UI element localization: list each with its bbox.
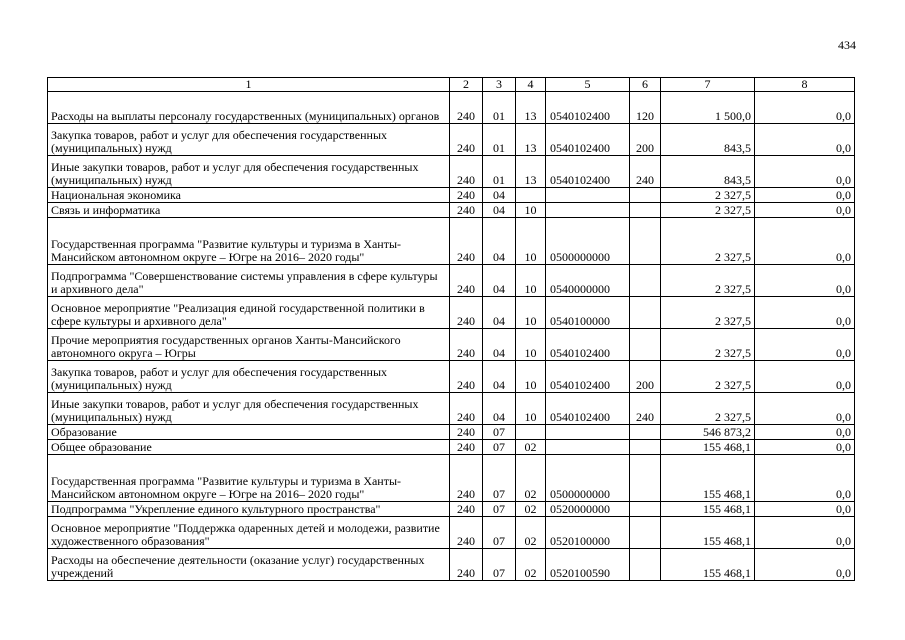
- cell-col7: 155 468,1: [661, 440, 755, 455]
- cell-col3: 04: [483, 218, 516, 265]
- cell-col7: 2 327,5: [661, 297, 755, 329]
- cell-col5: 0540100000: [546, 297, 630, 329]
- table-row: [48, 265, 855, 297]
- cell-col4: 10: [516, 265, 546, 297]
- cell-name: Связь и информатика: [48, 203, 450, 218]
- table-row: [48, 92, 855, 124]
- cell-col7: 155 468,1: [661, 517, 755, 549]
- cell-col2: 240: [450, 502, 483, 517]
- cell-col5: 0540102400: [546, 156, 630, 188]
- table-row: [48, 502, 855, 517]
- cell-col7: 2 327,5: [661, 188, 755, 203]
- header-cell: 3: [483, 78, 516, 92]
- cell-col2: 240: [450, 203, 483, 218]
- cell-col4: [516, 188, 546, 203]
- header-cell: 2: [450, 78, 483, 92]
- cell-col4: 13: [516, 124, 546, 156]
- cell-col6: [630, 425, 661, 440]
- cell-col4: 13: [516, 92, 546, 124]
- cell-col5: 0540102400: [546, 329, 630, 361]
- cell-col4: 02: [516, 502, 546, 517]
- cell-name: Основное мероприятие "Поддержка одаренных детей и молодежи, развитие художественного образования": [48, 517, 450, 549]
- cell-col7: 2 327,5: [661, 361, 755, 393]
- cell-col8: 0,0: [755, 297, 855, 329]
- cell-col3: 07: [483, 517, 516, 549]
- cell-col6: 240: [630, 393, 661, 425]
- cell-col5: [546, 440, 630, 455]
- table-row: [48, 188, 855, 203]
- cell-name: Расходы на обеспечение деятельности (оказание услуг) государственных учреждений: [48, 549, 450, 581]
- cell-col5: 0540102400: [546, 393, 630, 425]
- cell-col6: 240: [630, 156, 661, 188]
- header-cell: 8: [755, 78, 855, 92]
- cell-col2: 240: [450, 124, 483, 156]
- cell-col8: 0,0: [755, 425, 855, 440]
- cell-col2: 240: [450, 156, 483, 188]
- cell-col3: 04: [483, 393, 516, 425]
- budget-table: [47, 77, 855, 581]
- table-row: [48, 455, 855, 502]
- cell-col2: 240: [450, 517, 483, 549]
- cell-col3: 01: [483, 156, 516, 188]
- cell-col8: 0,0: [755, 549, 855, 581]
- cell-name: Подпрограмма "Укрепление единого культурного пространства": [48, 502, 450, 517]
- table-row: [48, 393, 855, 425]
- cell-col4: [516, 425, 546, 440]
- cell-col3: 01: [483, 92, 516, 124]
- cell-col6: [630, 440, 661, 455]
- cell-col6: [630, 297, 661, 329]
- cell-col7: 155 468,1: [661, 455, 755, 502]
- cell-name: Основное мероприятие "Реализация единой государственной политики в сфере культуры и архивного дела": [48, 297, 450, 329]
- table-row: [48, 218, 855, 265]
- cell-col3: 07: [483, 440, 516, 455]
- cell-col2: 240: [450, 92, 483, 124]
- table-header-row: [48, 78, 855, 92]
- cell-col5: 0540102400: [546, 124, 630, 156]
- cell-name: Закупка товаров, работ и услуг для обеспечения государственных (муниципальных) нужд: [48, 361, 450, 393]
- cell-col5: 0540102400: [546, 361, 630, 393]
- cell-col3: 04: [483, 361, 516, 393]
- cell-col4: 02: [516, 517, 546, 549]
- cell-name: Иные закупки товаров, работ и услуг для обеспечения государственных (муниципальных) нужд: [48, 393, 450, 425]
- cell-col5: 0520100000: [546, 517, 630, 549]
- cell-col5: 0520000000: [546, 502, 630, 517]
- cell-col4: 10: [516, 218, 546, 265]
- cell-col2: 240: [450, 265, 483, 297]
- header-cell: 4: [516, 78, 546, 92]
- cell-col3: 04: [483, 203, 516, 218]
- table-row: [48, 361, 855, 393]
- cell-col4: 13: [516, 156, 546, 188]
- cell-col8: 0,0: [755, 502, 855, 517]
- cell-col7: 2 327,5: [661, 203, 755, 218]
- cell-name: Государственная программа "Развитие культуры и туризма в Ханты-Мансийском автономном округе – Югре на 2016– 2020 годы": [48, 218, 450, 265]
- cell-col4: 02: [516, 455, 546, 502]
- cell-col3: 07: [483, 425, 516, 440]
- cell-col4: 10: [516, 361, 546, 393]
- cell-col5: 0520100590: [546, 549, 630, 581]
- cell-col3: 04: [483, 265, 516, 297]
- cell-col5: [546, 425, 630, 440]
- cell-col3: 04: [483, 188, 516, 203]
- header-cell: 7: [661, 78, 755, 92]
- cell-col2: 240: [450, 188, 483, 203]
- cell-col6: [630, 517, 661, 549]
- cell-col3: 04: [483, 297, 516, 329]
- cell-col7: 2 327,5: [661, 265, 755, 297]
- cell-col4: 10: [516, 393, 546, 425]
- header-cell: 6: [630, 78, 661, 92]
- header-cell: 5: [546, 78, 630, 92]
- cell-name: Общее образование: [48, 440, 450, 455]
- page-number: 434: [838, 38, 856, 52]
- cell-name: Иные закупки товаров, работ и услуг для обеспечения государственных (муниципальных) нужд: [48, 156, 450, 188]
- cell-col8: 0,0: [755, 218, 855, 265]
- table-row: [48, 124, 855, 156]
- cell-col3: 07: [483, 502, 516, 517]
- cell-name: Образование: [48, 425, 450, 440]
- cell-col2: 240: [450, 455, 483, 502]
- cell-col8: 0,0: [755, 92, 855, 124]
- cell-col4: 10: [516, 203, 546, 218]
- cell-col2: 240: [450, 440, 483, 455]
- cell-col7: 843,5: [661, 124, 755, 156]
- cell-col6: [630, 502, 661, 517]
- cell-col5: 0500000000: [546, 218, 630, 265]
- cell-col6: [630, 203, 661, 218]
- table-row: [48, 203, 855, 218]
- cell-name: Подпрограмма "Совершенствование системы управления в сфере культуры и архивного дела": [48, 265, 450, 297]
- cell-col2: 240: [450, 297, 483, 329]
- cell-col3: 04: [483, 329, 516, 361]
- cell-col6: [630, 218, 661, 265]
- cell-col6: [630, 549, 661, 581]
- cell-name: Закупка товаров, работ и услуг для обеспечения государственных (муниципальных) нужд: [48, 124, 450, 156]
- cell-col6: [630, 329, 661, 361]
- cell-col4: 02: [516, 549, 546, 581]
- cell-col8: 0,0: [755, 455, 855, 502]
- cell-col7: 2 327,5: [661, 218, 755, 265]
- cell-col5: [546, 188, 630, 203]
- cell-col8: 0,0: [755, 265, 855, 297]
- table-row: [48, 297, 855, 329]
- cell-col6: [630, 188, 661, 203]
- cell-col2: 240: [450, 329, 483, 361]
- cell-col4: 10: [516, 297, 546, 329]
- cell-col7: 155 468,1: [661, 549, 755, 581]
- table-row: [48, 549, 855, 581]
- table-row: [48, 440, 855, 455]
- cell-col5: 0540000000: [546, 265, 630, 297]
- cell-col3: 01: [483, 124, 516, 156]
- cell-col2: 240: [450, 361, 483, 393]
- cell-col7: 2 327,5: [661, 329, 755, 361]
- cell-col6: 200: [630, 124, 661, 156]
- cell-col2: 240: [450, 549, 483, 581]
- cell-col8: 0,0: [755, 188, 855, 203]
- cell-col7: 155 468,1: [661, 502, 755, 517]
- cell-col6: [630, 455, 661, 502]
- cell-col3: 07: [483, 549, 516, 581]
- cell-col8: 0,0: [755, 329, 855, 361]
- cell-col7: 2 327,5: [661, 393, 755, 425]
- cell-col5: 0500000000: [546, 455, 630, 502]
- cell-col6: 120: [630, 92, 661, 124]
- cell-col5: 0540102400: [546, 92, 630, 124]
- table-row: [48, 425, 855, 440]
- cell-col8: 0,0: [755, 393, 855, 425]
- table-row: [48, 156, 855, 188]
- cell-col7: 1 500,0: [661, 92, 755, 124]
- header-cell: 1: [48, 78, 450, 92]
- cell-col4: 02: [516, 440, 546, 455]
- cell-col4: 10: [516, 329, 546, 361]
- cell-col8: 0,0: [755, 361, 855, 393]
- cell-col2: 240: [450, 425, 483, 440]
- cell-col6: [630, 265, 661, 297]
- table-row: [48, 517, 855, 549]
- cell-col6: 200: [630, 361, 661, 393]
- cell-col7: 843,5: [661, 156, 755, 188]
- cell-col5: [546, 203, 630, 218]
- cell-name: Национальная экономика: [48, 188, 450, 203]
- cell-name: Государственная программа "Развитие культуры и туризма в Ханты-Мансийском автономном округе – Югре на 2016– 2020 годы": [48, 455, 450, 502]
- cell-col7: 546 873,2: [661, 425, 755, 440]
- cell-col2: 240: [450, 218, 483, 265]
- cell-name: Расходы на выплаты персоналу государственных (муниципальных) органов: [48, 92, 450, 124]
- cell-col8: 0,0: [755, 203, 855, 218]
- cell-col8: 0,0: [755, 124, 855, 156]
- cell-col8: 0,0: [755, 440, 855, 455]
- cell-col8: 0,0: [755, 517, 855, 549]
- cell-col2: 240: [450, 393, 483, 425]
- table-row: [48, 329, 855, 361]
- cell-col8: 0,0: [755, 156, 855, 188]
- cell-name: Прочие мероприятия государственных органов Ханты-Мансийского автономного округа – Югры: [48, 329, 450, 361]
- cell-col3: 07: [483, 455, 516, 502]
